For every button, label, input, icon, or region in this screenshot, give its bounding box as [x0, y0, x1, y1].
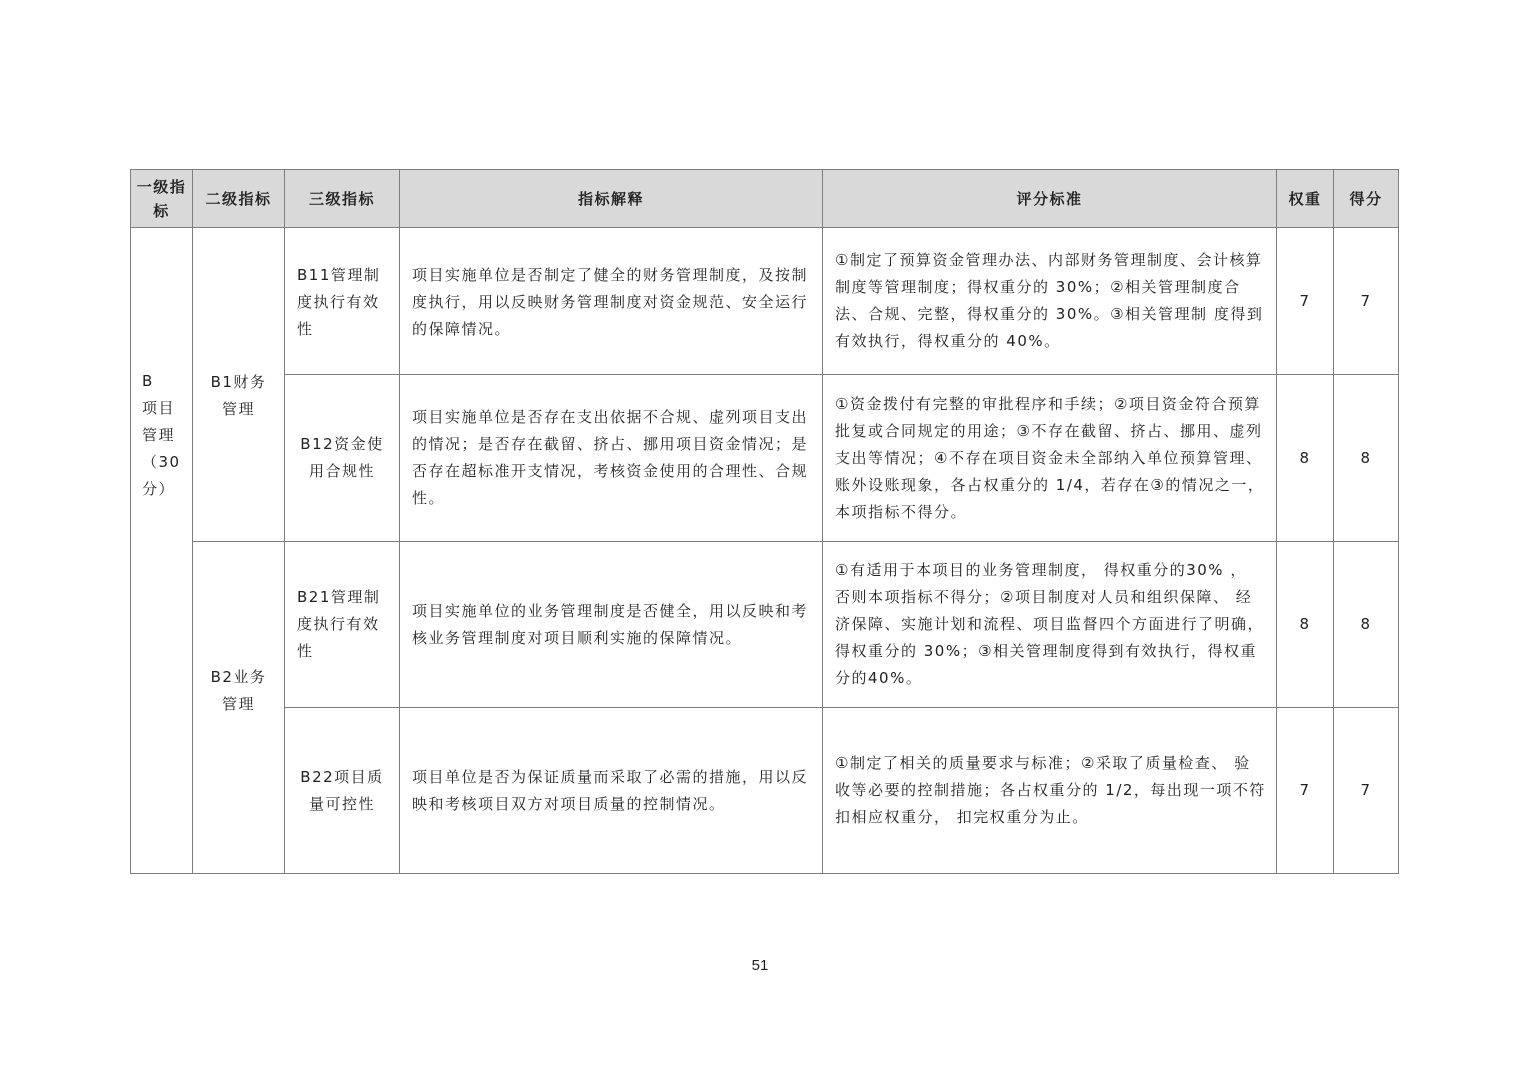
table-row	[131, 228, 1399, 375]
explanation-b22: 项目单位是否为保证质量而采取了必需的措施，用以反映和考核项目双方对项目质量的控制情况。	[400, 708, 823, 874]
score-b21: 8	[1334, 542, 1399, 708]
weight-b12: 8	[1277, 375, 1334, 542]
header-row	[131, 170, 1399, 228]
explanation-b12: 项目实施单位是否存在支出依据不合规、虚列项目支出的情况；是否存在截留、挤占、挪用项目资金情况；是否存在超标准开支情况，考核资金使用的合理性、合规性。	[400, 375, 823, 542]
score-b22: 7	[1334, 708, 1399, 874]
indicator-b12: B12资金使用合规性	[285, 375, 400, 542]
weight-b22: 7	[1277, 708, 1334, 874]
level2-b2-line2: 管理	[221, 695, 255, 713]
level2-cell-b2	[193, 542, 285, 874]
level2-b1-line1: B1财务	[210, 372, 267, 391]
level1-line2: 管理	[142, 426, 176, 444]
header-explanation: 指标解释	[400, 170, 823, 228]
table-row	[131, 542, 1399, 708]
weight-b21: 8	[1277, 542, 1334, 708]
table-row	[131, 375, 1399, 542]
evaluation-table-wrapper	[130, 169, 1399, 874]
indicator-b11: B11管理制度执行有效性	[285, 228, 400, 375]
table-row	[131, 708, 1399, 874]
explanation-b21: 项目实施单位的业务管理制度是否健全，用以反映和考核业务管理制度对项目顺利实施的保障情况。	[400, 542, 823, 708]
page-number: 51	[751, 957, 769, 974]
explanation-b11: 项目实施单位是否制定了健全的财务管理制度，及按制度执行，用以反映财务管理制度对资金规范、安全运行的保障情况。	[400, 228, 823, 375]
score-b11: 7	[1334, 228, 1399, 375]
header-score: 得分	[1334, 170, 1399, 228]
score-b12: 8	[1334, 375, 1399, 542]
indicator-b21: B21管理制度执行有效性	[285, 542, 400, 708]
criteria-b21: ①有适用于本项目的业务管理制度， 得权重分的30% ， 否则本项指标不得分；②项目制度对人员和组织保障、 经济保障、实施计划和流程、项目监督四个方面进行了明确，得权重分的 30%；③相关管理制度得到有效执行，得权重分的40%。	[823, 542, 1277, 708]
level2-b2-line1: B2业务	[210, 668, 267, 686]
evaluation-table	[130, 169, 1399, 874]
level1-line4: 分）	[142, 480, 176, 498]
indicator-b22: B22项目质量可控性	[285, 708, 400, 874]
level1-cell	[131, 228, 193, 874]
level1-line1: 项目	[142, 399, 176, 417]
level1-line3: （30	[142, 453, 181, 471]
header-level2: 二级指标	[193, 170, 285, 228]
criteria-b22: ①制定了相关的质量要求与标准；②采取了质量检查、 验收等必要的控制措施；各占权重分的 1/2，每出现一项不符扣相应权重分， 扣完权重分为止。	[823, 708, 1277, 874]
level1-code: B	[142, 372, 154, 390]
criteria-b12: ①资金拨付有完整的审批程序和手续；②项目资金符合预算批复或合同规定的用途；③不存在截留、挤占、挪用、虚列支出等情况；④不存在项目资金未全部纳入单位预算管理、账外设账现象，各占权重分的 1/4，若存在③的情况之一，本项指标不得分。	[823, 375, 1277, 542]
criteria-b11: ①制定了预算资金管理办法、内部财务管理制度、会计核算制度等管理制度；得权重分的 30%；②相关管理制度合法、合规、完整，得权重分的 30%。③相关管理制 度得到有效执行，得权重分的 40%。	[823, 228, 1277, 375]
header-level1: 一级指标	[131, 170, 193, 228]
level2-b1-line2: 管理	[221, 399, 255, 418]
header-level3: 三级指标	[285, 170, 400, 228]
header-weight: 权重	[1277, 170, 1334, 228]
weight-b11: 7	[1277, 228, 1334, 375]
level2-cell-b1	[193, 228, 285, 542]
header-criteria: 评分标准	[823, 170, 1277, 228]
